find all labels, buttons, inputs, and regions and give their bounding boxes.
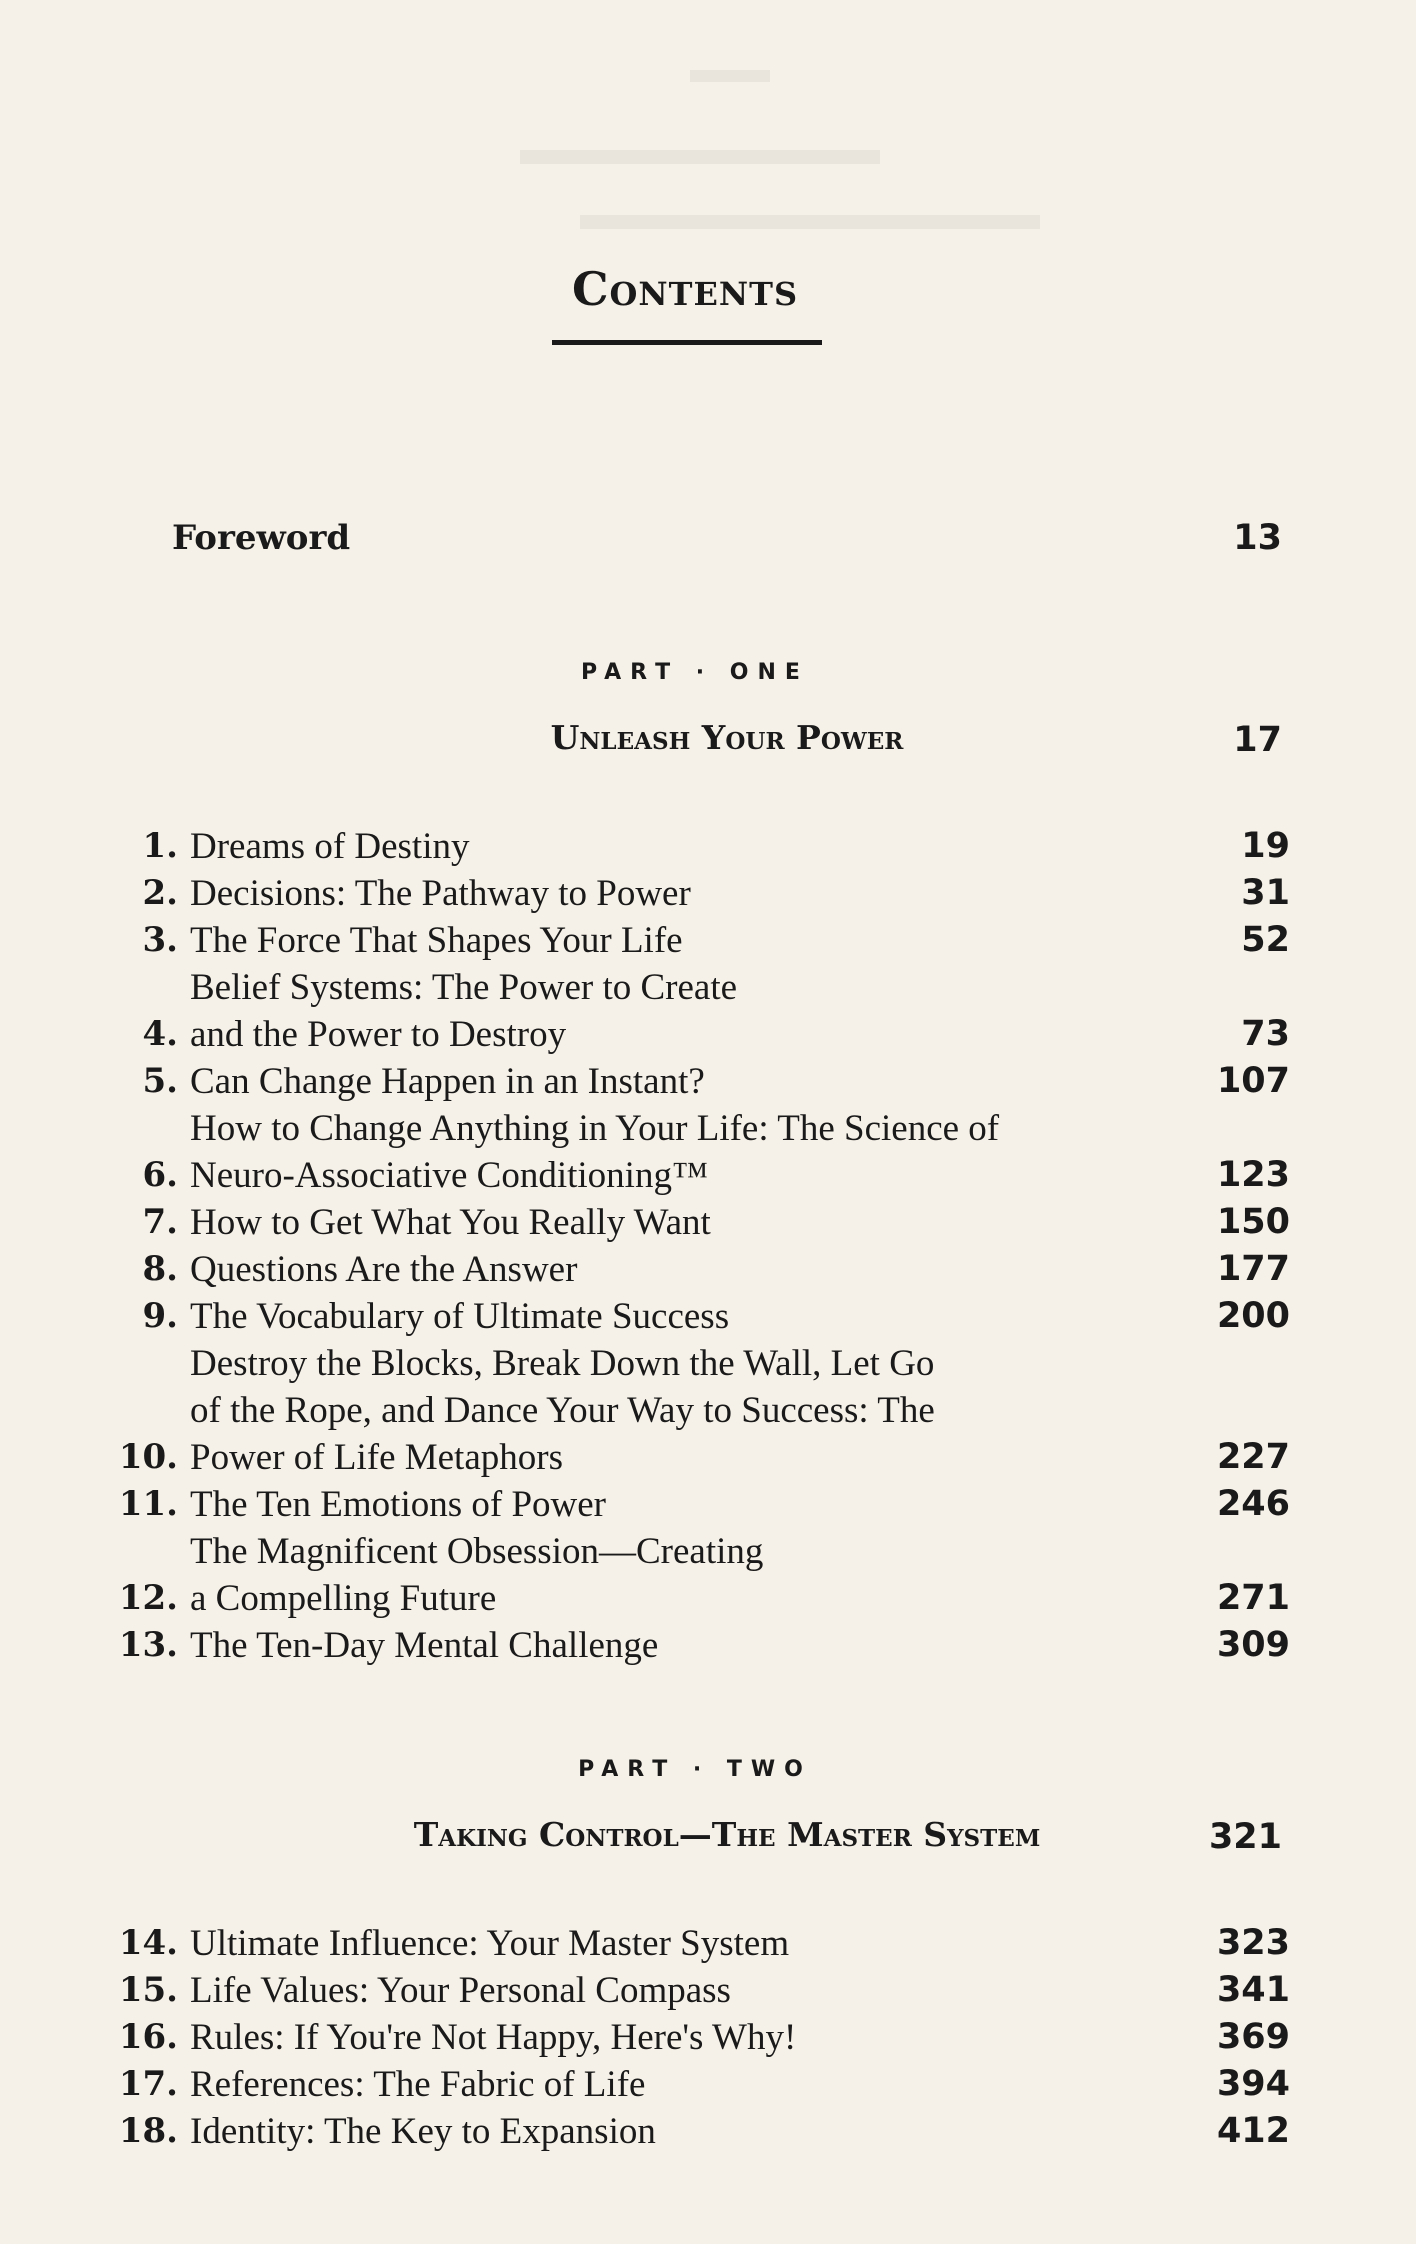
chapter-number: 12.: [118, 1578, 178, 1618]
chapter-title-line: References: The Fabric of Life: [190, 2064, 646, 2105]
chapter-page-number: 341: [1216, 1970, 1290, 2010]
chapter-title: [190, 1105, 1170, 1199]
show-through-shadow: [690, 70, 770, 82]
chapter-title-line: Neuro-Associative Conditioning™: [190, 1155, 709, 1196]
chapter-number: 8.: [142, 1249, 178, 1289]
chapter-number: 6.: [142, 1155, 178, 1195]
chapter-title-line: The Ten-Day Mental Challenge: [190, 1625, 659, 1666]
chapter-entry: [100, 1622, 1290, 1669]
chapter-title-line: Destroy the Blocks, Break Down the Wall, Let Go: [190, 1343, 935, 1384]
chapter-entry: [100, 1199, 1290, 1246]
part-one-title: Unleash Your Power: [550, 718, 904, 757]
chapter-number: 5.: [142, 1061, 178, 1101]
chapter-number: 9.: [142, 1296, 178, 1336]
show-through-shadow: [580, 215, 1040, 229]
chapter-number: 17.: [118, 2064, 178, 2104]
chapter-page-number: 323: [1216, 1923, 1290, 1963]
chapter-entry: [100, 1058, 1290, 1105]
chapter-title: [190, 823, 1170, 870]
chapter-title: [190, 1246, 1170, 1293]
chapter-title-line: The Magnificent Obsession—Creating: [190, 1531, 764, 1572]
chapter-entry: [100, 2108, 1290, 2155]
chapter-title-line: Belief Systems: The Power to Create: [190, 967, 738, 1008]
chapter-title-line: Life Values: Your Personal Compass: [190, 1970, 731, 2011]
chapter-page-number: 123: [1216, 1155, 1290, 1195]
chapter-entry: [100, 823, 1290, 870]
chapter-page-number: 227: [1216, 1437, 1290, 1477]
chapter-number: 3.: [142, 920, 178, 960]
chapter-page-number: 150: [1216, 1202, 1290, 1242]
part-one-heading: [172, 718, 1282, 768]
chapter-title: [190, 1293, 1170, 1340]
part-two-chapter-list: [100, 1920, 1290, 2155]
chapter-page-number: 394: [1216, 2064, 1290, 2104]
chapter-title-line: of the Rope, and Dance Your Way to Success: The: [190, 1390, 935, 1431]
chapter-page-number: 412: [1216, 2111, 1290, 2151]
part-two-page: 321: [1208, 1817, 1282, 1857]
chapter-title-line: Rules: If You're Not Happy, Here's Why!: [190, 2017, 797, 2058]
chapter-title-line: Power of Life Metaphors: [190, 1437, 563, 1478]
chapter-page-number: 200: [1216, 1296, 1290, 1336]
part-two-label: PART · TWO: [578, 1757, 812, 1782]
chapter-title-line: Dreams of Destiny: [190, 826, 470, 867]
chapter-page-number: 309: [1216, 1625, 1290, 1665]
chapter-page-number: 19: [1241, 826, 1290, 866]
chapter-title-line: Decisions: The Pathway to Power: [190, 873, 691, 914]
chapter-title: [190, 1199, 1170, 1246]
chapter-entry: [100, 1481, 1290, 1528]
chapter-title: [190, 1967, 1170, 2014]
chapter-entry: [100, 1105, 1290, 1199]
part-one-page: 17: [1233, 720, 1282, 760]
chapter-number: 16.: [118, 2017, 178, 2057]
chapter-title-line: Identity: The Key to Expansion: [190, 2111, 656, 2152]
chapter-title: [190, 1481, 1170, 1528]
chapter-title: [190, 964, 1170, 1058]
chapter-entry: [100, 2061, 1290, 2108]
chapter-number: 7.: [142, 1202, 178, 1242]
chapter-page-number: 246: [1216, 1484, 1290, 1524]
chapter-number: 10.: [118, 1437, 178, 1477]
chapter-title: [190, 2061, 1170, 2108]
chapter-title-line: How to Change Anything in Your Life: The Science of: [190, 1108, 1000, 1149]
chapter-title-line: Questions Are the Answer: [190, 1249, 578, 1290]
chapter-number: 18.: [118, 2111, 178, 2151]
chapter-title-line: How to Get What You Really Want: [190, 1202, 711, 1243]
chapter-page-number: 52: [1241, 920, 1290, 960]
chapter-title-line: Ultimate Influence: Your Master System: [190, 1923, 790, 1964]
chapter-number: 2.: [142, 873, 178, 913]
chapter-entry: [100, 870, 1290, 917]
chapter-entry: [100, 964, 1290, 1058]
chapter-page-number: 107: [1216, 1061, 1290, 1101]
chapter-title: [190, 1340, 1170, 1481]
contents-title: Contents: [571, 262, 799, 316]
foreword-entry: [172, 518, 1282, 558]
chapter-title-line: Can Change Happen in an Instant?: [190, 1061, 705, 1102]
chapter-entry: [100, 1246, 1290, 1293]
chapter-page-number: 31: [1241, 873, 1290, 913]
chapter-number: 15.: [118, 1970, 178, 2010]
chapter-number: 1.: [142, 826, 178, 866]
chapter-title: [190, 1058, 1170, 1105]
foreword-label: Foreword: [172, 518, 351, 558]
chapter-title: [190, 2014, 1170, 2061]
chapter-page-number: 177: [1216, 1249, 1290, 1289]
part-two-heading: [172, 1815, 1282, 1865]
chapter-title-line: a Compelling Future: [190, 1578, 497, 1619]
chapter-title-line: and the Power to Destroy: [190, 1014, 567, 1055]
chapter-title: [190, 870, 1170, 917]
title-underline: [552, 340, 822, 345]
part-two-title: Taking Control—The Master System: [413, 1815, 1041, 1854]
chapter-number: 4.: [142, 1014, 178, 1054]
chapter-number: 11.: [118, 1484, 178, 1524]
chapter-title: [190, 1528, 1170, 1622]
part-one-chapter-list: [100, 823, 1290, 1669]
chapter-entry: [100, 1967, 1290, 2014]
chapter-entry: [100, 2014, 1290, 2061]
chapter-title-line: The Force That Shapes Your Life: [190, 920, 683, 961]
chapter-entry: [100, 1340, 1290, 1481]
chapter-page-number: 271: [1216, 1578, 1290, 1618]
part-one-label: PART · ONE: [581, 660, 809, 685]
chapter-entry: [100, 1293, 1290, 1340]
chapter-page-number: 73: [1241, 1014, 1290, 1054]
chapter-title: [190, 2108, 1170, 2155]
chapter-number: 14.: [118, 1923, 178, 1963]
foreword-page: 13: [1233, 518, 1282, 558]
chapter-page-number: 369: [1216, 2017, 1290, 2057]
chapter-entry: [100, 1528, 1290, 1622]
chapter-entry: [100, 1920, 1290, 1967]
show-through-shadow: [520, 150, 880, 164]
chapter-number: 13.: [118, 1625, 178, 1665]
chapter-title: [190, 1920, 1170, 1967]
chapter-title: [190, 1622, 1170, 1669]
chapter-title-line: The Ten Emotions of Power: [190, 1484, 606, 1525]
chapter-title-line: The Vocabulary of Ultimate Success: [190, 1296, 730, 1337]
chapter-entry: [100, 917, 1290, 964]
chapter-title: [190, 917, 1170, 964]
